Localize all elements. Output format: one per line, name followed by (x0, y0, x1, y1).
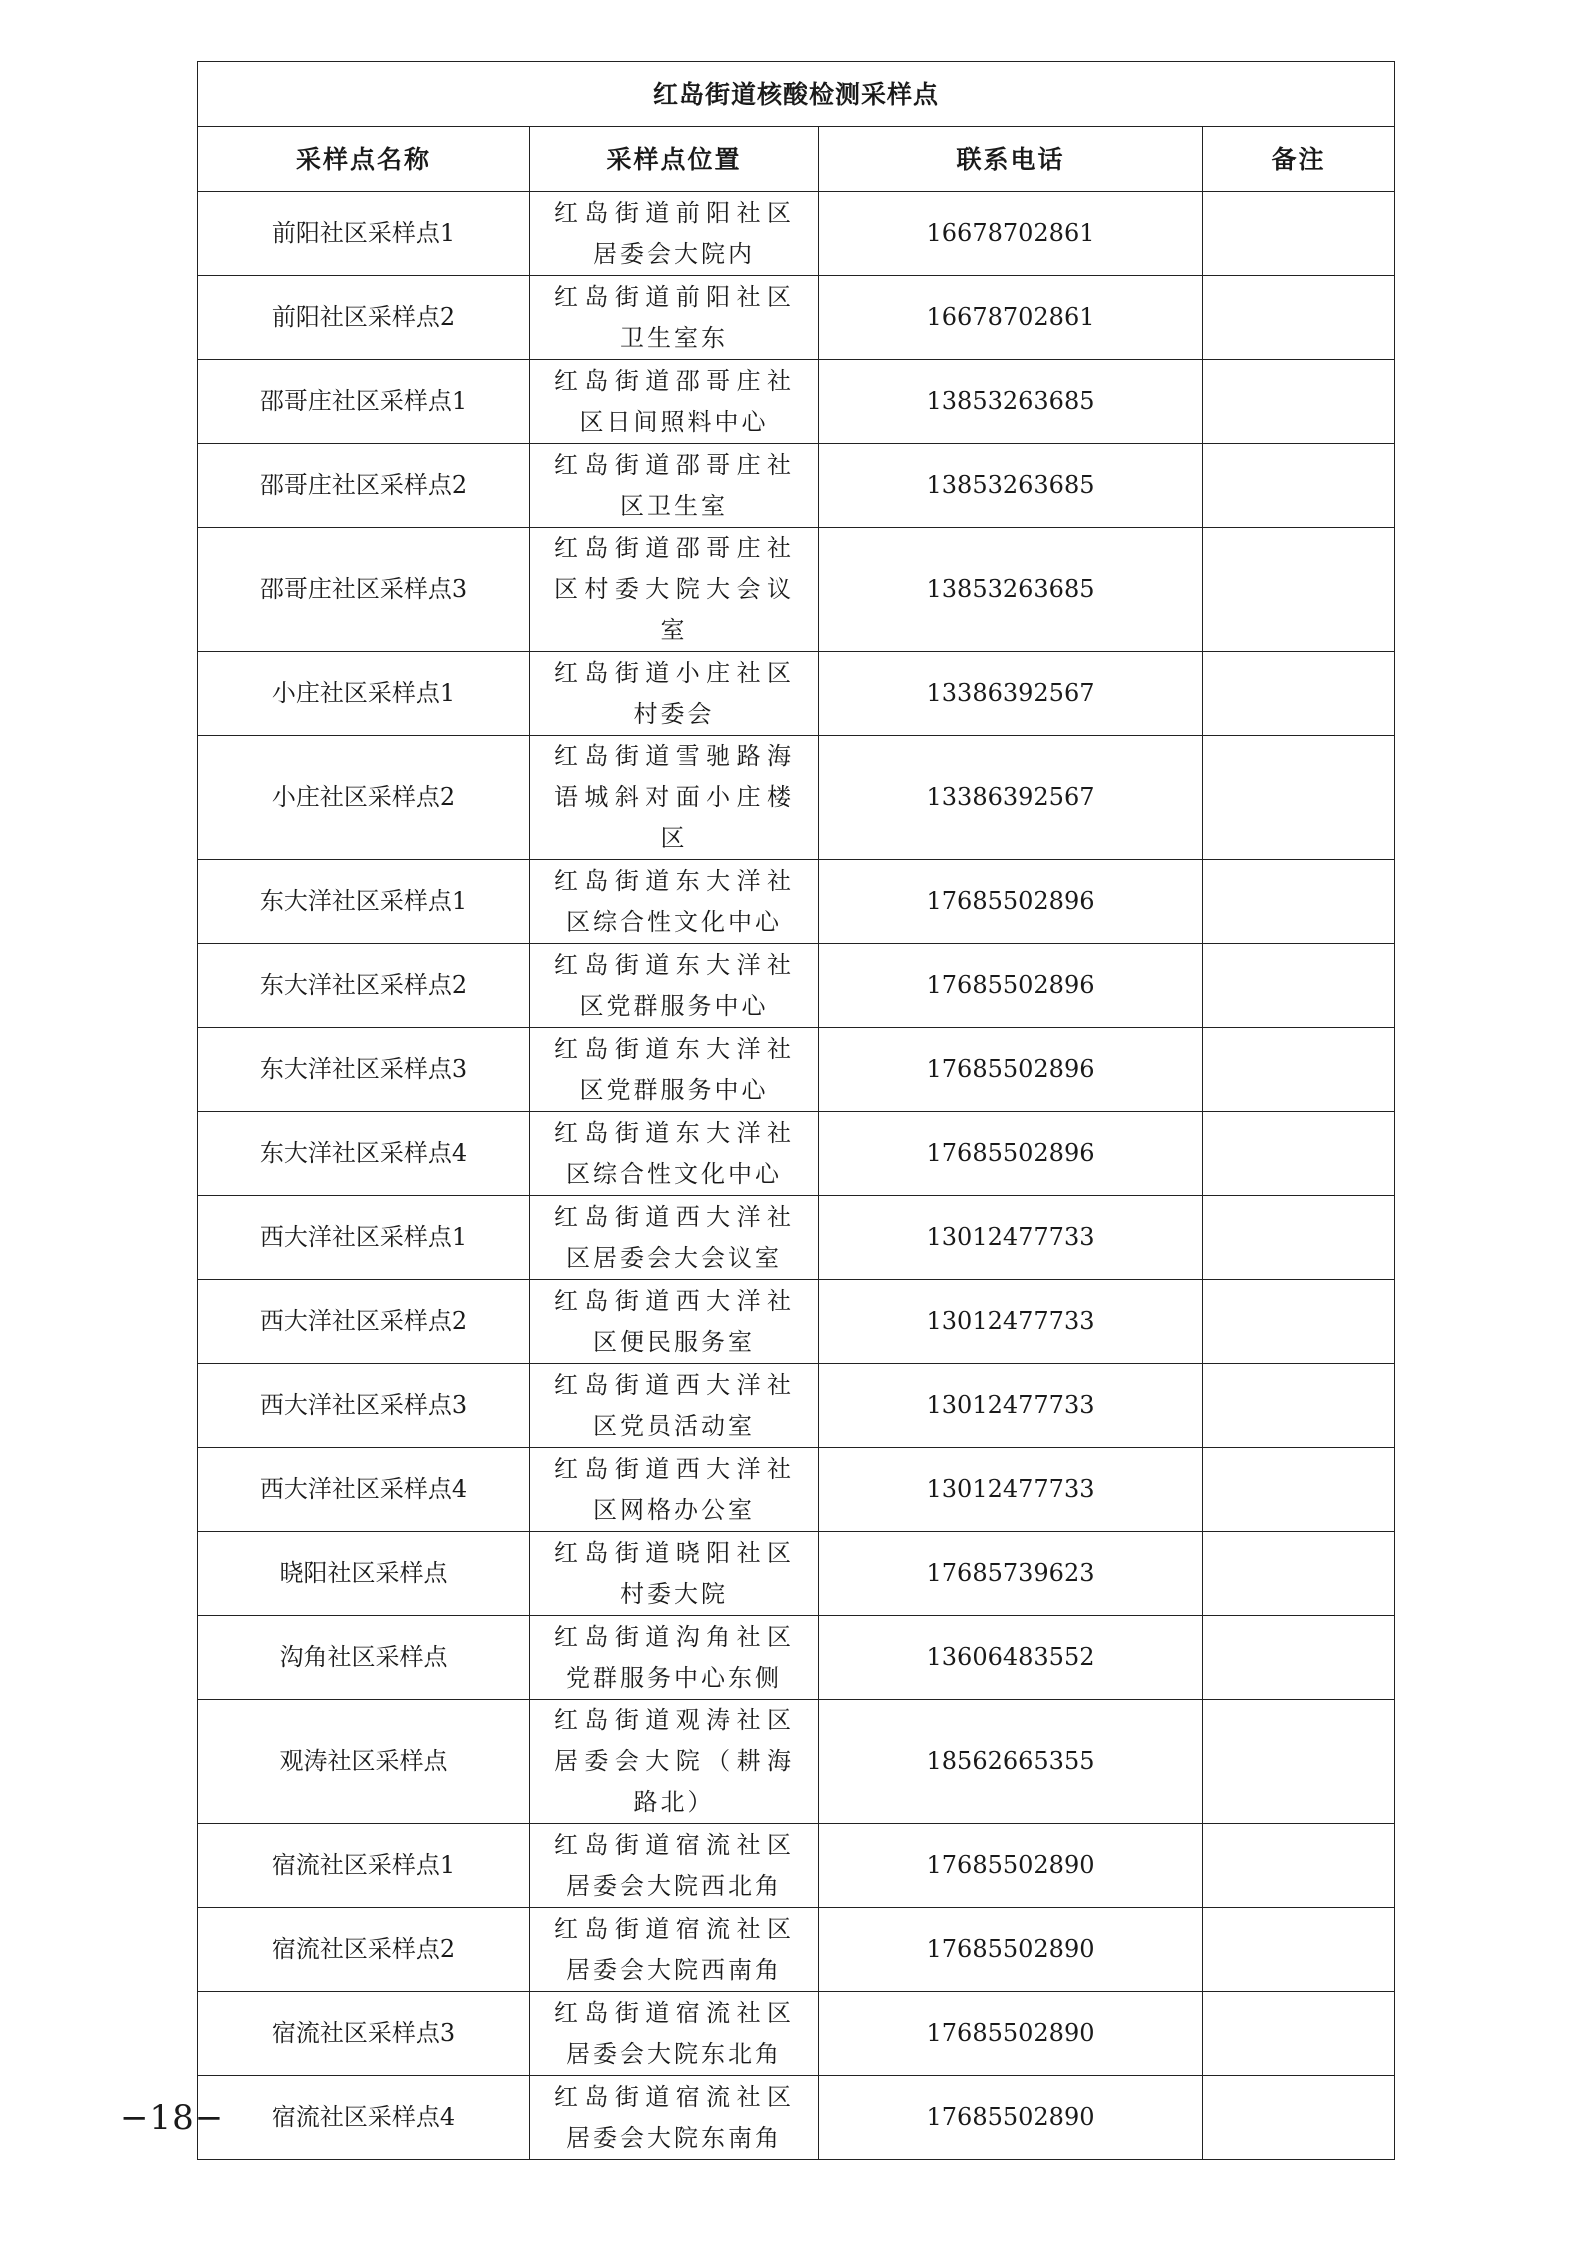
header-location: 采样点位置 (530, 127, 819, 192)
header-name: 采样点名称 (198, 127, 530, 192)
site-location-text: 红岛街道东大洋社区党群服务中心 (554, 950, 794, 1020)
site-location-text: 红岛街道东大洋社区综合性文化中心 (554, 866, 794, 936)
table-row (198, 276, 1395, 360)
site-name-cell: 宿流社区采样点1 (198, 1824, 530, 1908)
table-row (198, 1448, 1395, 1532)
site-name-cell: 沟角社区采样点 (198, 1616, 530, 1700)
site-name-cell: 宿流社区采样点2 (198, 1908, 530, 1992)
site-location-cell (530, 1364, 819, 1448)
table-row (198, 192, 1395, 276)
note-cell (1203, 1992, 1395, 2076)
note-cell (1203, 192, 1395, 276)
site-name-cell: 前阳社区采样点1 (198, 192, 530, 276)
contact-phone-cell: 13012477733 (819, 1280, 1203, 1364)
note-cell (1203, 860, 1395, 944)
site-location-text: 红岛街道晓阳社区村委大院 (554, 1538, 794, 1608)
contact-phone-cell: 17685502890 (819, 1824, 1203, 1908)
table-row (198, 1112, 1395, 1196)
contact-phone-cell: 17685502896 (819, 860, 1203, 944)
site-location-cell (530, 360, 819, 444)
site-location-cell (530, 444, 819, 528)
site-location-cell (530, 1824, 819, 1908)
table-row (198, 1280, 1395, 1364)
site-location-cell (530, 528, 819, 652)
contact-phone-cell: 16678702861 (819, 276, 1203, 360)
site-name-cell: 东大洋社区采样点4 (198, 1112, 530, 1196)
note-cell (1203, 944, 1395, 1028)
contact-phone-cell: 13012477733 (819, 1196, 1203, 1280)
site-location-text: 红岛街道西大洋社区便民服务室 (554, 1286, 794, 1356)
site-location-cell (530, 276, 819, 360)
contact-phone-cell: 17685502896 (819, 1028, 1203, 1112)
site-location-text: 红岛街道西大洋社区网格办公室 (554, 1454, 794, 1524)
table-title: 红岛街道核酸检测采样点 (198, 62, 1395, 127)
table-row (198, 652, 1395, 736)
note-cell (1203, 276, 1395, 360)
table-title-row (198, 62, 1395, 127)
site-name-cell: 前阳社区采样点2 (198, 276, 530, 360)
site-location-text: 红岛街道宿流社区居委会大院东南角 (554, 2082, 794, 2152)
contact-phone-cell: 17685502896 (819, 944, 1203, 1028)
site-location-text: 红岛街道前阳社区卫生室东 (554, 282, 794, 352)
site-name-cell: 小庄社区采样点2 (198, 736, 530, 860)
site-location-text: 红岛街道邵哥庄社区村委大院大会议室 (554, 534, 794, 644)
site-location-text: 红岛街道西大洋社区党员活动室 (554, 1370, 794, 1440)
contact-phone-cell: 17685502890 (819, 1908, 1203, 1992)
site-location-cell (530, 1280, 819, 1364)
site-location-cell (530, 1992, 819, 2076)
site-location-cell (530, 860, 819, 944)
site-location-cell (530, 652, 819, 736)
site-name-cell: 西大洋社区采样点2 (198, 1280, 530, 1364)
table-row (198, 1700, 1395, 1824)
note-cell (1203, 1196, 1395, 1280)
contact-phone-cell: 13012477733 (819, 1448, 1203, 1532)
site-location-cell (530, 2076, 819, 2160)
contact-phone-cell: 13012477733 (819, 1364, 1203, 1448)
site-name-cell: 邵哥庄社区采样点2 (198, 444, 530, 528)
site-name-cell: 宿流社区采样点3 (198, 1992, 530, 2076)
site-location-cell (530, 1196, 819, 1280)
site-location-cell (530, 192, 819, 276)
page-number: −18− (120, 2098, 225, 2138)
site-name-cell: 东大洋社区采样点3 (198, 1028, 530, 1112)
note-cell (1203, 1112, 1395, 1196)
site-name-cell: 邵哥庄社区采样点3 (198, 528, 530, 652)
site-location-text: 红岛街道邵哥庄社区卫生室 (554, 450, 794, 520)
table-row (198, 1824, 1395, 1908)
note-cell (1203, 1448, 1395, 1532)
site-name-cell: 小庄社区采样点1 (198, 652, 530, 736)
site-location-text: 红岛街道宿流社区居委会大院西南角 (554, 1914, 794, 1984)
site-name-cell: 西大洋社区采样点4 (198, 1448, 530, 1532)
site-location-cell (530, 944, 819, 1028)
contact-phone-cell: 17685502890 (819, 1992, 1203, 2076)
header-phone: 联系电话 (819, 127, 1203, 192)
site-location-cell (530, 1028, 819, 1112)
contact-phone-cell: 13853263685 (819, 360, 1203, 444)
table-row (198, 2076, 1395, 2160)
site-name-cell: 西大洋社区采样点3 (198, 1364, 530, 1448)
contact-phone-cell: 18562665355 (819, 1700, 1203, 1824)
site-location-text: 红岛街道宿流社区居委会大院西北角 (554, 1830, 794, 1900)
table-row (198, 736, 1395, 860)
table-row (198, 1532, 1395, 1616)
site-location-text: 红岛街道东大洋社区党群服务中心 (554, 1034, 794, 1104)
note-cell (1203, 2076, 1395, 2160)
note-cell (1203, 652, 1395, 736)
note-cell (1203, 360, 1395, 444)
site-location-text: 红岛街道宿流社区居委会大院东北角 (554, 1998, 794, 2068)
site-name-cell: 宿流社区采样点4 (198, 2076, 530, 2160)
note-cell (1203, 1824, 1395, 1908)
note-cell (1203, 1908, 1395, 1992)
contact-phone-cell: 13853263685 (819, 528, 1203, 652)
site-location-text: 红岛街道观涛社区居委会大院（耕海路北） (554, 1706, 794, 1816)
contact-phone-cell: 17685502890 (819, 2076, 1203, 2160)
note-cell (1203, 1532, 1395, 1616)
site-name-cell: 晓阳社区采样点 (198, 1532, 530, 1616)
table-row (198, 944, 1395, 1028)
contact-phone-cell: 17685739623 (819, 1532, 1203, 1616)
site-location-text: 红岛街道沟角社区党群服务中心东侧 (554, 1622, 794, 1692)
site-location-cell (530, 1448, 819, 1532)
site-location-text: 红岛街道前阳社区居委会大院内 (554, 198, 794, 268)
site-location-text: 红岛街道雪驰路海语城斜对面小庄楼区 (554, 742, 794, 852)
site-name-cell: 观涛社区采样点 (198, 1700, 530, 1824)
table-row (198, 360, 1395, 444)
site-location-cell (530, 1532, 819, 1616)
table-row (198, 528, 1395, 652)
table-row (198, 1908, 1395, 1992)
table-row (198, 1616, 1395, 1700)
contact-phone-cell: 13386392567 (819, 652, 1203, 736)
site-location-cell (530, 1616, 819, 1700)
table-row (198, 860, 1395, 944)
note-cell (1203, 1364, 1395, 1448)
contact-phone-cell: 13853263685 (819, 444, 1203, 528)
table-row (198, 1992, 1395, 2076)
note-cell (1203, 1028, 1395, 1112)
site-location-text: 红岛街道东大洋社区综合性文化中心 (554, 1118, 794, 1188)
header-note: 备注 (1203, 127, 1395, 192)
contact-phone-cell: 13386392567 (819, 736, 1203, 860)
table-body (198, 192, 1395, 2160)
site-name-cell: 西大洋社区采样点1 (198, 1196, 530, 1280)
table-row (198, 1028, 1395, 1112)
contact-phone-cell: 13606483552 (819, 1616, 1203, 1700)
note-cell (1203, 1280, 1395, 1364)
contact-phone-cell: 17685502896 (819, 1112, 1203, 1196)
site-location-text: 红岛街道西大洋社区居委会大会议室 (554, 1202, 794, 1272)
table-row (198, 444, 1395, 528)
site-location-cell (530, 736, 819, 860)
site-location-text: 红岛街道邵哥庄社区日间照料中心 (554, 366, 794, 436)
site-location-text: 红岛街道小庄社区村委会 (554, 658, 794, 728)
site-location-cell (530, 1700, 819, 1824)
site-name-cell: 邵哥庄社区采样点1 (198, 360, 530, 444)
site-location-cell (530, 1112, 819, 1196)
table-row (198, 1196, 1395, 1280)
table-row (198, 1364, 1395, 1448)
site-name-cell: 东大洋社区采样点1 (198, 860, 530, 944)
site-location-cell (530, 1908, 819, 1992)
note-cell (1203, 1616, 1395, 1700)
note-cell (1203, 528, 1395, 652)
contact-phone-cell: 16678702861 (819, 192, 1203, 276)
table-header-row (198, 127, 1395, 192)
note-cell (1203, 736, 1395, 860)
site-name-cell: 东大洋社区采样点2 (198, 944, 530, 1028)
sampling-sites-table (197, 61, 1395, 2160)
note-cell (1203, 1700, 1395, 1824)
note-cell (1203, 444, 1395, 528)
